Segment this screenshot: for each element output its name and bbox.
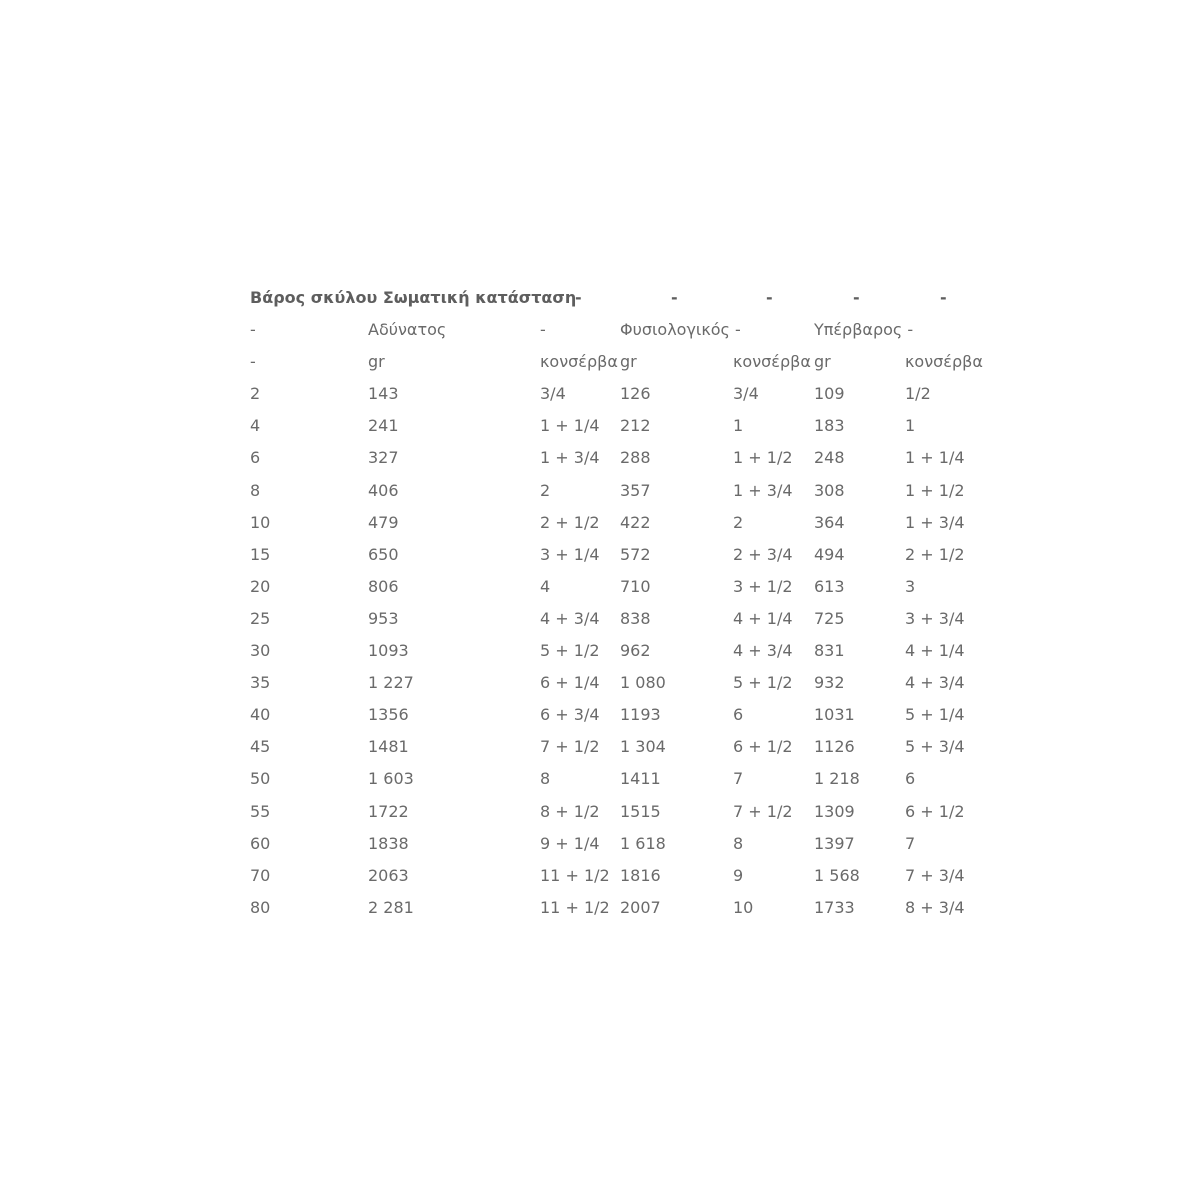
cell-weight-kg: 60 xyxy=(250,833,271,853)
cell-overweight-gr: 183 xyxy=(814,416,845,436)
cell-overweight-gr: 613 xyxy=(814,576,845,596)
table-row xyxy=(250,667,1010,699)
cell-overweight-gr: 1126 xyxy=(814,737,855,757)
cell-overweight-cans: 2 + 1/2 xyxy=(905,544,965,564)
cell-normal-cans: 1 + 3/4 xyxy=(733,480,793,500)
cell-overweight-gr: 1733 xyxy=(814,897,855,917)
cell-normal-gr: 1193 xyxy=(620,705,661,725)
cell-overweight-gr: 1397 xyxy=(814,833,855,853)
unit-cell: gr xyxy=(620,352,637,372)
cell-thin-cans: 1 + 1/4 xyxy=(540,416,600,436)
cell-overweight-cans: 1 + 1/4 xyxy=(905,448,965,468)
cell-normal-cans: 5 + 1/2 xyxy=(733,673,793,693)
cell-thin-cans: 9 + 1/4 xyxy=(540,833,600,853)
cell-overweight-gr: 1 218 xyxy=(814,769,860,789)
unit-header-row xyxy=(250,346,1010,378)
cell-normal-cans: 9 xyxy=(733,865,744,885)
cell-normal-gr: 357 xyxy=(620,480,651,500)
header-dash: - xyxy=(766,288,773,307)
cell-normal-gr: 2007 xyxy=(620,897,661,917)
cell-thin-gr: 327 xyxy=(368,448,399,468)
unit-cell: - xyxy=(250,352,256,372)
cell-thin-gr: 953 xyxy=(368,608,399,628)
cell-normal-cans: 10 xyxy=(733,897,754,917)
cell-overweight-gr: 1031 xyxy=(814,705,855,725)
cell-thin-cans: 11 + 1/2 xyxy=(540,865,610,885)
cell-overweight-cans: 7 + 3/4 xyxy=(905,865,965,885)
feeding-table xyxy=(250,282,1010,924)
table-row xyxy=(250,635,1010,667)
cell-thin-cans: 2 + 1/2 xyxy=(540,512,600,532)
cell-thin-cans: 3 + 1/4 xyxy=(540,544,600,564)
cell-normal-gr: 1 080 xyxy=(620,673,666,693)
table-row xyxy=(250,378,1010,410)
cell-thin-cans: 11 + 1/2 xyxy=(540,897,610,917)
cell-overweight-gr: 831 xyxy=(814,641,845,661)
table-row xyxy=(250,763,1010,795)
condition-header-row xyxy=(250,314,1010,346)
cell-normal-cans: 4 + 3/4 xyxy=(733,641,793,661)
cell-overweight-gr: 932 xyxy=(814,673,845,693)
cell-normal-gr: 126 xyxy=(620,384,651,404)
cell-overweight-cans: 7 xyxy=(905,833,916,853)
cell-normal-cans: 1 xyxy=(733,416,744,436)
table-row xyxy=(250,796,1010,828)
unit-cell: κονσέρβα xyxy=(905,352,983,372)
cell-normal-cans: 7 + 1/2 xyxy=(733,801,793,821)
header-dash: - xyxy=(940,288,947,307)
cell-thin-gr: 241 xyxy=(368,416,399,436)
table-header-row xyxy=(250,282,1010,314)
cell-overweight-gr: 109 xyxy=(814,384,845,404)
cell-weight-kg: 35 xyxy=(250,673,271,693)
table-row xyxy=(250,475,1010,507)
cell-normal-gr: 572 xyxy=(620,544,651,564)
cell-weight-kg: 30 xyxy=(250,641,271,661)
cell-normal-gr: 1411 xyxy=(620,769,661,789)
table-row xyxy=(250,603,1010,635)
cell-overweight-cans: 1 + 1/2 xyxy=(905,480,965,500)
cell-thin-cans: 1 + 3/4 xyxy=(540,448,600,468)
condition-cell: - xyxy=(250,320,256,340)
cell-thin-cans: 6 + 3/4 xyxy=(540,705,600,725)
condition-normal: Φυσιολογικός - xyxy=(620,320,741,340)
cell-overweight-cans: 5 + 1/4 xyxy=(905,705,965,725)
cell-weight-kg: 4 xyxy=(250,416,261,436)
cell-normal-gr: 1 304 xyxy=(620,737,666,757)
cell-weight-kg: 8 xyxy=(250,480,261,500)
condition-thin: Αδύνατος xyxy=(368,320,447,340)
cell-thin-gr: 406 xyxy=(368,480,399,500)
cell-weight-kg: 2 xyxy=(250,384,261,404)
cell-weight-kg: 55 xyxy=(250,801,271,821)
cell-overweight-gr: 364 xyxy=(814,512,845,532)
cell-thin-cans: 6 + 1/4 xyxy=(540,673,600,693)
cell-normal-cans: 4 + 1/4 xyxy=(733,608,793,628)
cell-overweight-gr: 725 xyxy=(814,608,845,628)
cell-thin-gr: 1481 xyxy=(368,737,409,757)
cell-normal-gr: 962 xyxy=(620,641,651,661)
cell-overweight-cans: 5 + 3/4 xyxy=(905,737,965,757)
cell-normal-cans: 2 + 3/4 xyxy=(733,544,793,564)
cell-overweight-cans: 6 xyxy=(905,769,916,789)
table-row xyxy=(250,442,1010,474)
cell-weight-kg: 80 xyxy=(250,897,271,917)
cell-thin-cans: 4 + 3/4 xyxy=(540,608,600,628)
cell-weight-kg: 50 xyxy=(250,769,271,789)
cell-normal-gr: 288 xyxy=(620,448,651,468)
cell-thin-gr: 479 xyxy=(368,512,399,532)
table-row xyxy=(250,539,1010,571)
cell-overweight-cans: 1 xyxy=(905,416,916,436)
cell-weight-kg: 10 xyxy=(250,512,271,532)
cell-overweight-cans: 3 xyxy=(905,576,916,596)
table-title: Βάρος σκύλου Σωματική κατάσταση xyxy=(250,288,577,307)
cell-overweight-gr: 1 568 xyxy=(814,865,860,885)
unit-cell: gr xyxy=(814,352,831,372)
cell-normal-gr: 710 xyxy=(620,576,651,596)
cell-weight-kg: 40 xyxy=(250,705,271,725)
cell-normal-cans: 7 xyxy=(733,769,744,789)
header-dash: - xyxy=(575,288,582,307)
unit-cell: κονσέρβα xyxy=(540,352,618,372)
cell-thin-gr: 2 281 xyxy=(368,897,414,917)
cell-overweight-cans: 1/2 xyxy=(905,384,931,404)
table-row xyxy=(250,731,1010,763)
condition-overweight: Υπέρβαρος - xyxy=(814,320,914,340)
cell-overweight-cans: 8 + 3/4 xyxy=(905,897,965,917)
table-row xyxy=(250,571,1010,603)
cell-normal-gr: 838 xyxy=(620,608,651,628)
cell-weight-kg: 15 xyxy=(250,544,271,564)
cell-thin-gr: 1 227 xyxy=(368,673,414,693)
cell-thin-cans: 5 + 1/2 xyxy=(540,641,600,661)
header-dash: - xyxy=(671,288,678,307)
cell-weight-kg: 25 xyxy=(250,608,271,628)
table-row xyxy=(250,410,1010,442)
cell-normal-cans: 8 xyxy=(733,833,744,853)
cell-normal-gr: 422 xyxy=(620,512,651,532)
cell-overweight-gr: 1309 xyxy=(814,801,855,821)
cell-thin-cans: 8 + 1/2 xyxy=(540,801,600,821)
cell-thin-cans: 7 + 1/2 xyxy=(540,737,600,757)
cell-thin-cans: 8 xyxy=(540,769,551,789)
cell-normal-cans: 2 xyxy=(733,512,744,532)
cell-weight-kg: 20 xyxy=(250,576,271,596)
cell-thin-cans: 2 xyxy=(540,480,551,500)
header-dash: - xyxy=(853,288,860,307)
cell-thin-gr: 143 xyxy=(368,384,399,404)
unit-cell: κονσέρβα xyxy=(733,352,811,372)
cell-normal-cans: 3 + 1/2 xyxy=(733,576,793,596)
table-row xyxy=(250,699,1010,731)
cell-normal-cans: 6 + 1/2 xyxy=(733,737,793,757)
cell-normal-cans: 1 + 1/2 xyxy=(733,448,793,468)
cell-overweight-gr: 494 xyxy=(814,544,845,564)
table-row xyxy=(250,892,1010,924)
cell-weight-kg: 45 xyxy=(250,737,271,757)
cell-normal-gr: 1816 xyxy=(620,865,661,885)
cell-overweight-gr: 308 xyxy=(814,480,845,500)
cell-thin-cans: 4 xyxy=(540,576,551,596)
cell-thin-cans: 3/4 xyxy=(540,384,566,404)
cell-thin-gr: 1093 xyxy=(368,641,409,661)
cell-thin-gr: 2063 xyxy=(368,865,409,885)
cell-normal-cans: 6 xyxy=(733,705,744,725)
cell-thin-gr: 1722 xyxy=(368,801,409,821)
unit-cell: gr xyxy=(368,352,385,372)
cell-normal-gr: 212 xyxy=(620,416,651,436)
cell-weight-kg: 6 xyxy=(250,448,261,468)
cell-overweight-cans: 1 + 3/4 xyxy=(905,512,965,532)
cell-normal-cans: 3/4 xyxy=(733,384,759,404)
cell-overweight-cans: 6 + 1/2 xyxy=(905,801,965,821)
cell-weight-kg: 70 xyxy=(250,865,271,885)
table-row xyxy=(250,828,1010,860)
cell-overweight-cans: 4 + 3/4 xyxy=(905,673,965,693)
cell-normal-gr: 1515 xyxy=(620,801,661,821)
table-row xyxy=(250,860,1010,892)
cell-thin-gr: 1356 xyxy=(368,705,409,725)
cell-overweight-cans: 3 + 3/4 xyxy=(905,608,965,628)
cell-thin-gr: 1838 xyxy=(368,833,409,853)
cell-thin-gr: 1 603 xyxy=(368,769,414,789)
table-row xyxy=(250,507,1010,539)
cell-thin-gr: 650 xyxy=(368,544,399,564)
condition-cell: - xyxy=(540,320,546,340)
cell-thin-gr: 806 xyxy=(368,576,399,596)
cell-normal-gr: 1 618 xyxy=(620,833,666,853)
cell-overweight-gr: 248 xyxy=(814,448,845,468)
cell-overweight-cans: 4 + 1/4 xyxy=(905,641,965,661)
table-body xyxy=(250,378,1010,924)
